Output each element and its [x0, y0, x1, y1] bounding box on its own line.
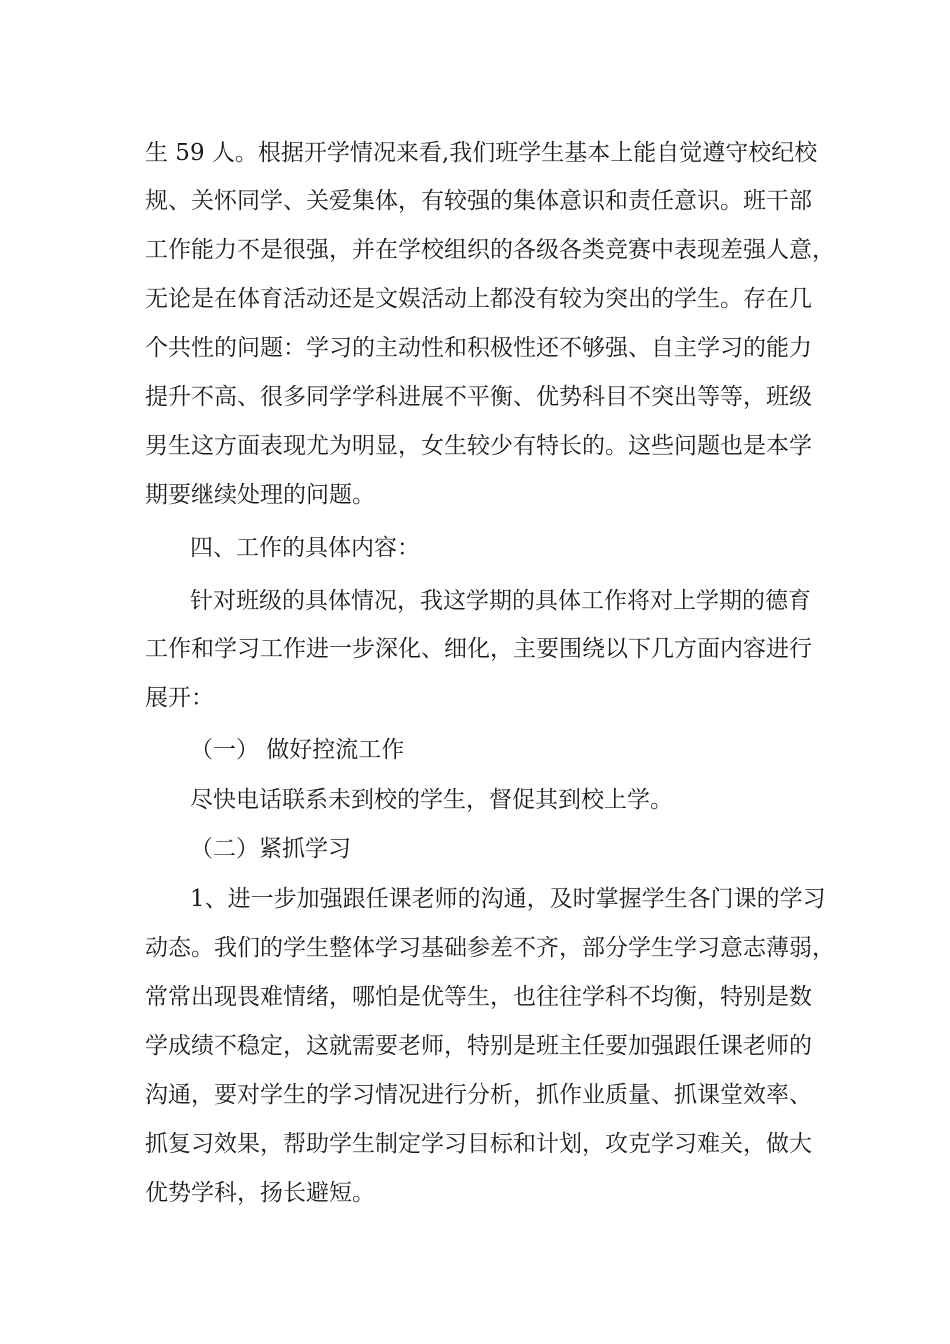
body-line: 期要继续处理的问题。 — [145, 482, 375, 508]
body-line: 尽快电话联系未到校的学生，督促其到校上学。 — [190, 787, 673, 813]
body-line: 生 59 人。根据开学情况来看,我们班学生基本上能自觉遵守校纪校 — [145, 140, 818, 166]
body-line: 工作能力不是很强，并在学校组织的各级各类竞赛中表现差强人意， — [145, 237, 835, 263]
subsection-heading: （一） 做好控流工作 — [190, 737, 405, 763]
body-line: 规、关怀同学、关爱集体，有较强的集体意识和责任意识。班干部 — [145, 188, 812, 214]
body-line: 展开： — [145, 685, 214, 711]
body-line: 抓复习效果，帮助学生制定学习目标和计划，攻克学习难关，做大 — [145, 1131, 812, 1157]
body-line: 优势学科，扬长避短。 — [145, 1180, 375, 1206]
body-line: 动态。我们的学生整体学习基础参差不齐，部分学生学习意志薄弱， — [145, 935, 835, 961]
subsection-heading: （二）紧抓学习 — [190, 836, 351, 862]
body-line: 学成绩不稳定，这就需要老师，特别是班主任要加强跟任课老师的 — [145, 1033, 812, 1059]
body-line: 针对班级的具体情况，我这学期的具体工作将对上学期的德育 — [190, 588, 811, 614]
body-line: 个共性的问题：学习的主动性和积极性还不够强、自主学习的能力 — [145, 335, 812, 361]
body-line: 1、进一步加强跟任课老师的沟通，及时掌握学生各门课的学习 — [190, 886, 826, 912]
body-line: 无论是在体育活动还是文娱活动上都没有较为突出的学生。存在几 — [145, 286, 812, 312]
body-line: 常常出现畏难情绪，哪怕是优等生，也往往学科不均衡，特别是数 — [145, 984, 812, 1010]
body-line: 工作和学习工作进一步深化、细化，主要围绕以下几方面内容进行 — [145, 636, 812, 662]
section-heading: 四、工作的具体内容： — [190, 535, 420, 561]
body-line: 沟通，要对学生的学习情况进行分析，抓作业质量、抓课堂效率、 — [145, 1082, 812, 1108]
body-line: 提升不高、很多同学学科进展不平衡、优势科目不突出等等，班级 — [145, 384, 812, 410]
body-line: 男生这方面表现尤为明显，女生较少有特长的。这些问题也是本学 — [145, 433, 812, 459]
